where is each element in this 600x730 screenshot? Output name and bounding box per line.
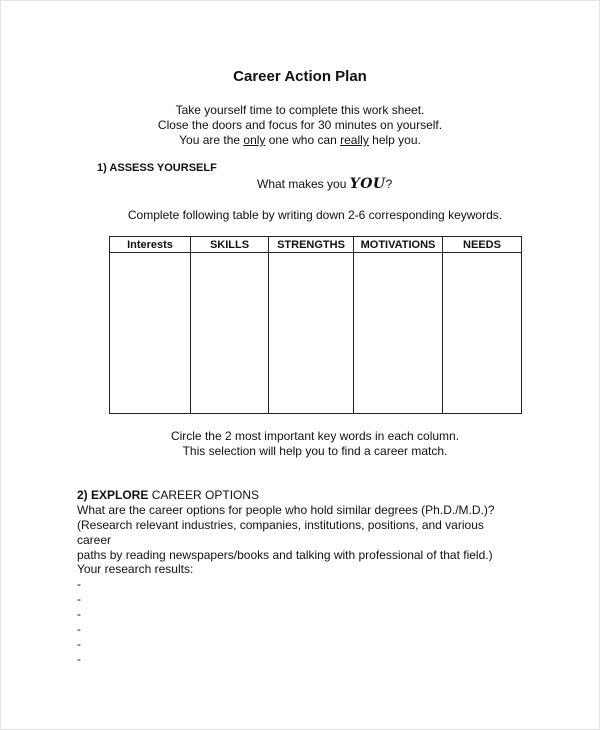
section-2-line-2: (Research relevant industries, companies, institutions, positions, and various career [77,518,484,547]
section-2-line-3: paths by reading newspapers/books and talking with professional of that field.) [77,548,493,562]
question-prefix: What makes you [257,177,350,191]
what-makes-you-question [257,176,392,192]
column-header-strengths: STRENGTHS [269,237,354,253]
intro-text [0,103,600,148]
intro-line-3-part: help you. [368,133,421,147]
intro-line-3-part: You are the [179,133,244,147]
intro-line-1: Take yourself time to complete this work sheet. [175,103,425,117]
section-2 [77,488,517,563]
research-results-label: Your research results: [77,562,194,576]
keywords-table [109,236,522,414]
intro-word-only: only [243,133,266,147]
strengths-cell[interactable] [269,253,354,414]
question-you: YOU [349,176,386,192]
intro-line-3-part: one who can [265,133,341,147]
intro-word-really: really [340,133,369,147]
section-2-heading [77,488,517,503]
question-suffix: ? [385,177,393,191]
intro-line-2: Close the doors and focus for 30 minutes on yourself. [157,118,443,132]
intro-line-3 [0,133,600,148]
list-item: - [77,637,81,651]
table-instruction: Complete following table by writing down 2-6 corresponding keywords. [127,208,503,222]
page-title: Career Action Plan [233,68,367,85]
skills-cell[interactable] [191,253,269,414]
circle-line-1: Circle the 2 most important key words in each column. [170,429,460,443]
column-header-skills: SKILLS [191,237,269,253]
column-header-motivations: MOTIVATIONS [354,237,443,253]
column-header-interests: Interests [110,237,191,253]
list-item: - [77,607,81,621]
list-item: - [77,577,81,591]
section-2-heading-rest: CAREER OPTIONS [148,488,260,502]
motivations-cell[interactable] [354,253,443,414]
research-results [77,562,193,667]
list-item: - [77,622,81,636]
list-item: - [77,592,81,606]
section-2-heading-bold: 2) EXPLORE [77,488,149,502]
research-results-list [77,577,193,667]
column-header-needs: NEEDS [443,237,522,253]
circle-line-2: This selection will help you to find a career match. [182,444,448,458]
list-item: - [77,652,81,666]
section-1-heading: 1) ASSESS YOURSELF [97,162,217,174]
section-2-line-1: What are the career options for people who hold similar degrees (Ph.D./M.D.)? [77,503,495,517]
needs-cell[interactable] [443,253,522,414]
table-row [110,253,522,414]
table-header-row [110,237,522,253]
circle-instruction [0,429,600,459]
interests-cell[interactable] [110,253,191,414]
